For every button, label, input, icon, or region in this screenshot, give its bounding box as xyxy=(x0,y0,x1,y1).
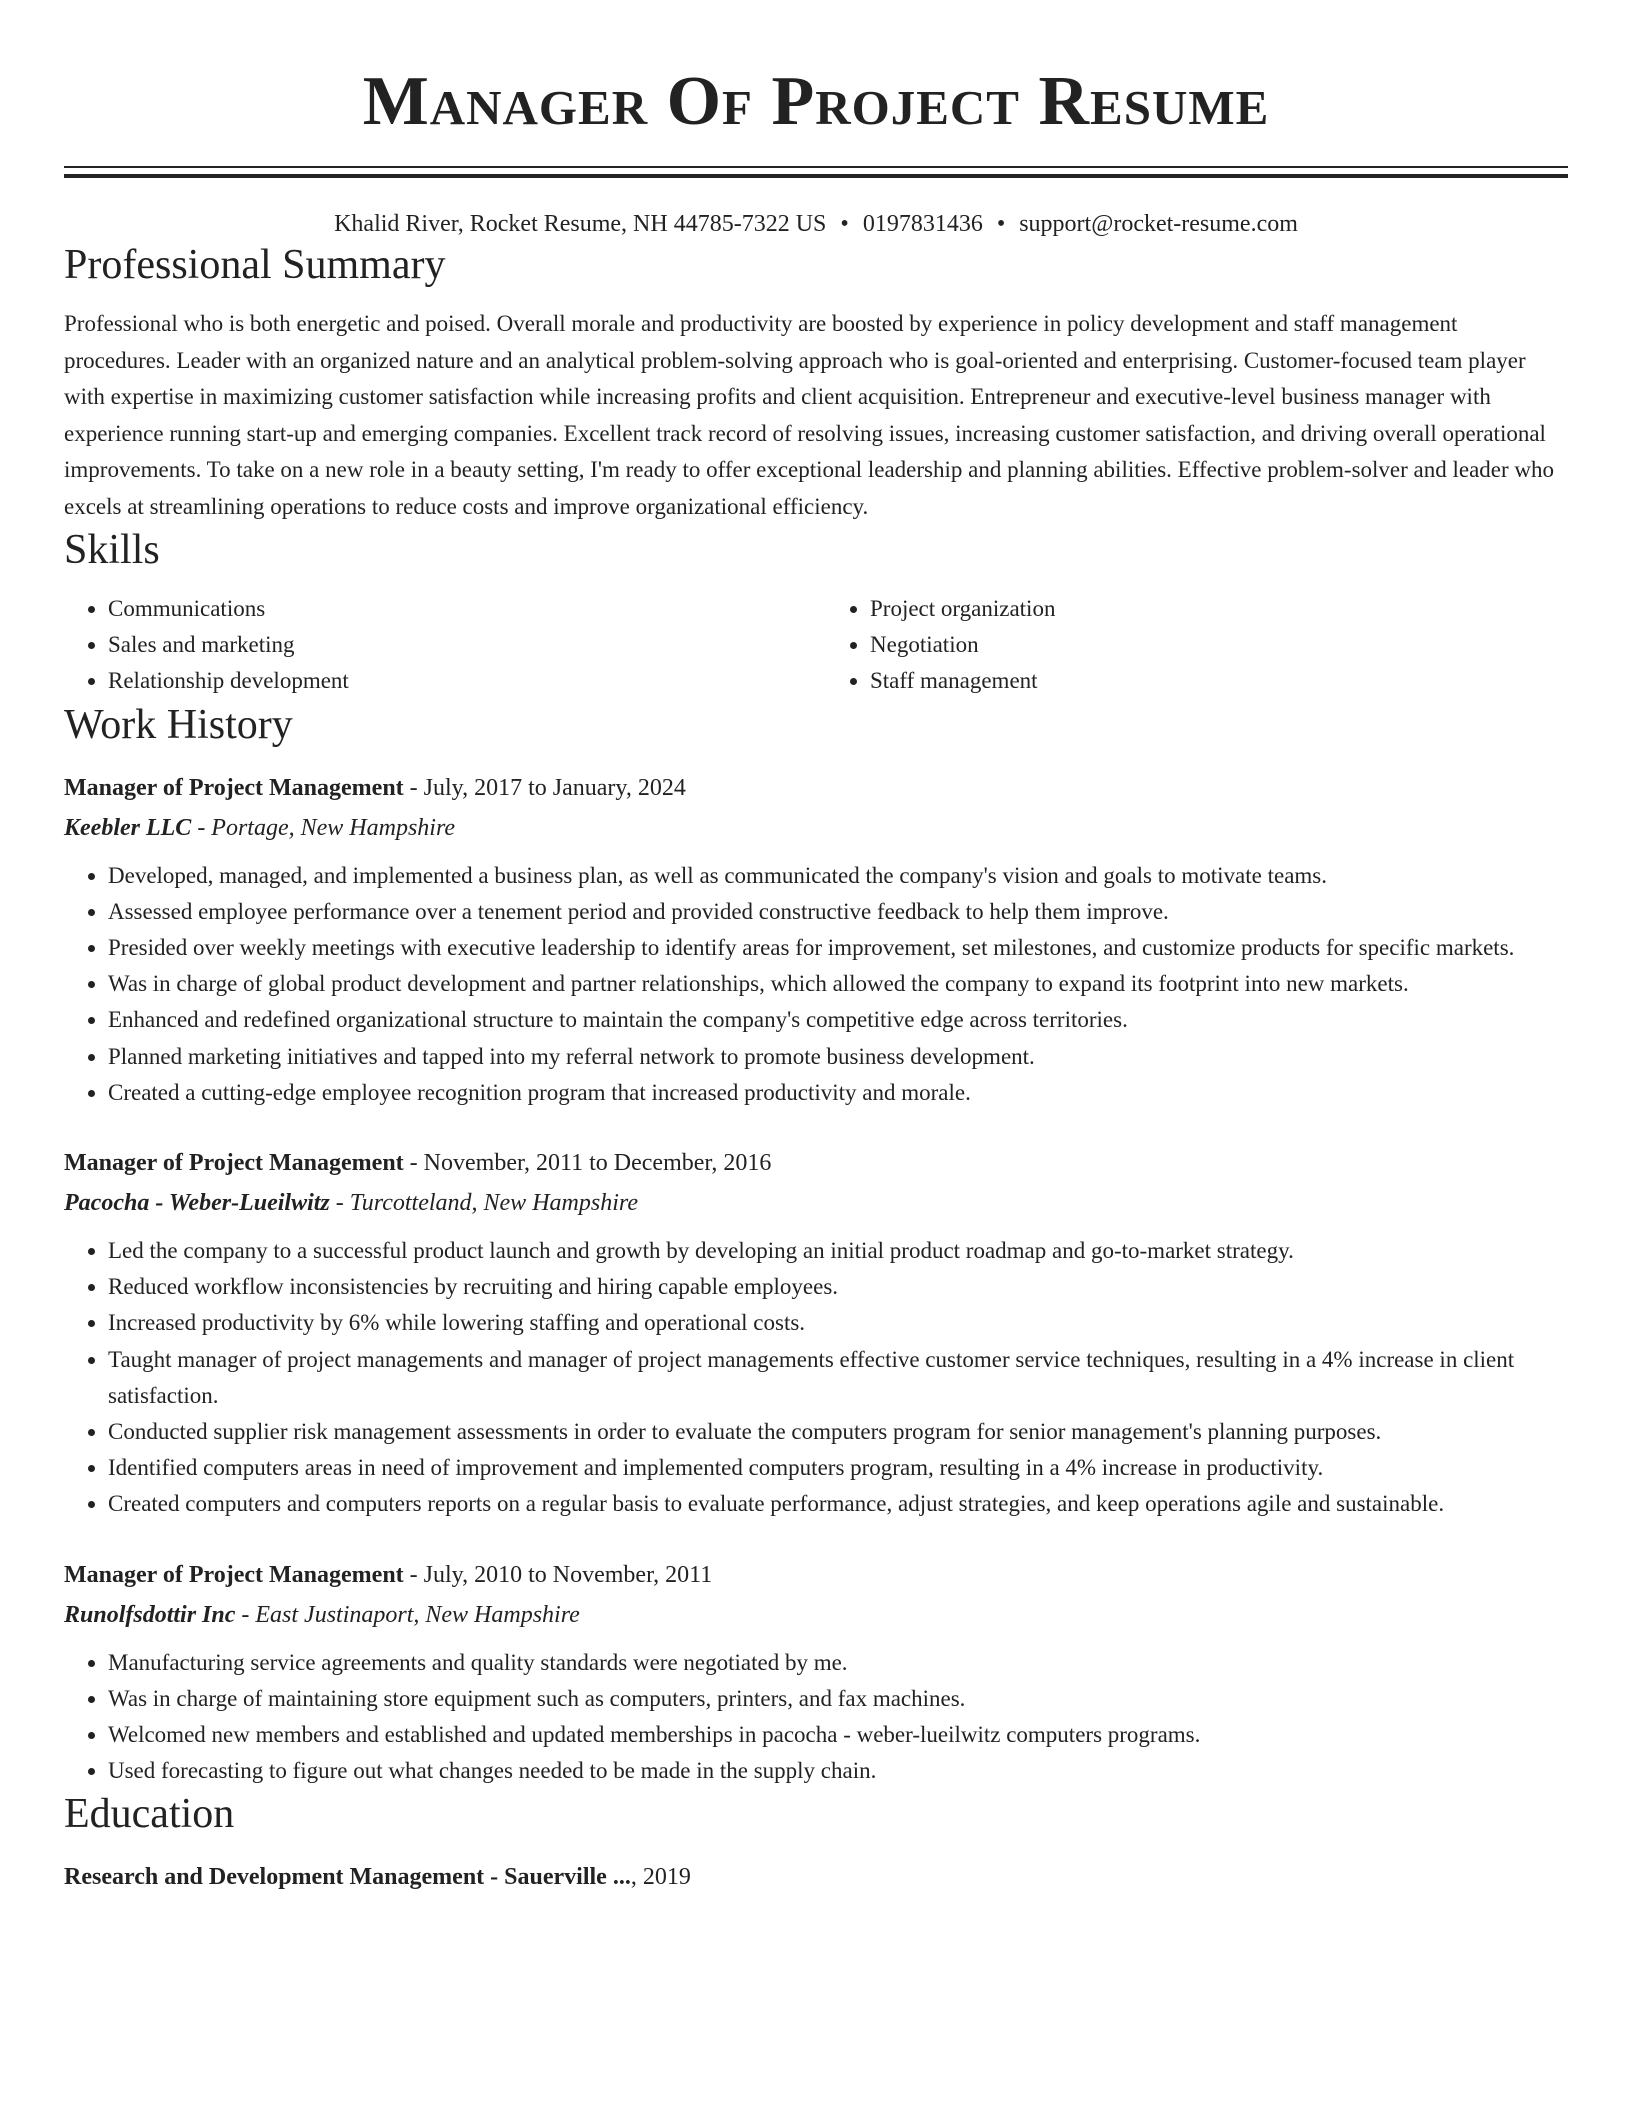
job-bullet: • Increased productivity by 6% while lowering staffing and operational costs. xyxy=(108,1305,1568,1341)
job-bullet: • Conducted supplier risk management assessments in order to evaluate the computers program for senior management's planning purposes. xyxy=(108,1414,1568,1450)
job-bullet: • Enhanced and redefined organizational structure to maintain the company's competitive edge across territories. xyxy=(108,1002,1568,1038)
job-bullet: • Used forecasting to figure out what changes needed to be made in the supply chain. xyxy=(108,1753,1568,1789)
skill-item: • Communications xyxy=(108,591,806,627)
job-bullet: • Taught manager of project managements and manager of project managements effective customer service techniques, resulting in a 4% increase in client satisfaction. xyxy=(108,1342,1568,1414)
contact-email: support@rocket-resume.com xyxy=(1019,211,1298,237)
job-company: Pacocha - Weber-Lueilwitz xyxy=(64,1190,330,1217)
summary-heading: Professional Summary xyxy=(64,242,446,288)
contact-separator: • xyxy=(996,211,1006,237)
job-bullet: • Developed, managed, and implemented a business plan, as well as communicated the company's vision and goals to motivate teams. xyxy=(108,858,1568,894)
job-bullet: • Identified computers areas in need of improvement and implemented computers program, resulting in a 4% increase in productivity. xyxy=(108,1450,1568,1486)
job-dates: - November, 2011 to December, 2016 xyxy=(403,1150,772,1177)
job-role: Manager of Project Management xyxy=(64,1150,404,1177)
skills-heading: Skills xyxy=(64,527,160,573)
contact-address: Khalid River, Rocket Resume, NH 44785-7322 US xyxy=(334,211,827,237)
skill-item: • Project organization xyxy=(870,591,1568,627)
skill-item: • Negotiation xyxy=(870,627,1568,663)
skill-item: • Staff management xyxy=(870,663,1568,699)
education-heading: Education xyxy=(64,1791,235,1838)
job-location: - Portage, New Hampshire xyxy=(191,814,456,841)
job-bullet: • Presided over weekly meetings with executive leadership to identify areas for improvement, set milestones, and customize products for specific markets. xyxy=(108,930,1568,966)
job-company-line xyxy=(64,1187,1568,1219)
job-bullets xyxy=(64,1233,1568,1523)
title-rule-thin xyxy=(64,166,1568,168)
job-bullet: • Manufacturing service agreements and quality standards were negotiated by me. xyxy=(108,1645,1568,1681)
skills-grid xyxy=(64,591,1568,700)
job-dates: - July, 2017 to January, 2024 xyxy=(403,774,686,801)
job-company: Runolfsdottir Inc xyxy=(64,1601,236,1628)
job-role: Manager of Project Management xyxy=(64,1561,404,1588)
job-bullet: • Reduced workflow inconsistencies by recruiting and hiring capable employees. xyxy=(108,1269,1568,1305)
summary-text: Professional who is both energetic and poised. Overall morale and productivity are boosted by experience in policy development and staff management procedures. Leader with an organized nature and an analytical problem-solving approach who is goal-oriented and enterprising. Customer-focused team player with expertise in maximizing customer satisfaction while increasing profits and client acquisition. Entrepreneur and executive-level business manager with experience running start-up and emerging companies. Excellent track record of resolving issues, increasing customer satisfaction, and driving overall operational improvements. To take on a new role in a beauty setting, I'm ready to offer exceptional leadership and planning abilities. Effective problem-solver and leader who excels at streamlining operations to reduce costs and improve organizational efficiency. xyxy=(64,311,1555,519)
job-entry xyxy=(64,1147,1568,1523)
job-entry xyxy=(64,1559,1568,1790)
job-bullet: • Was in charge of global product development and partner relationships, which allowed the company to expand its footprint into new markets. xyxy=(108,966,1568,1002)
education-entry xyxy=(64,1861,1568,1893)
job-company: Keebler LLC xyxy=(64,814,192,841)
job-bullet: • Created computers and computers reports on a regular basis to evaluate performance, adjust strategies, and keep operations agile and sustainable. xyxy=(108,1486,1568,1522)
education-school: - Sauerville ... xyxy=(484,1864,631,1891)
job-bullet: • Was in charge of maintaining store equipment such as computers, printers, and fax machines. xyxy=(108,1681,1568,1717)
resume-title: Manager Of Project Resume xyxy=(362,63,1270,140)
job-bullet: • Planned marketing initiatives and tapped into my referral network to promote business development. xyxy=(108,1039,1568,1075)
job-location: - East Justinaport, New Hampshire xyxy=(235,1601,580,1628)
skills-list-right xyxy=(826,591,1568,700)
job-entry xyxy=(64,772,1568,1111)
job-bullet: • Welcomed new members and established and updated memberships in pacocha - weber-lueilwitz computers programs. xyxy=(108,1717,1568,1753)
resume-page xyxy=(64,0,1568,1893)
job-bullets xyxy=(64,1645,1568,1790)
job-header xyxy=(64,1147,1568,1179)
job-company-line xyxy=(64,1599,1568,1631)
contact-phone: 0197831436 xyxy=(862,211,983,237)
job-header xyxy=(64,772,1568,804)
job-company-line xyxy=(64,812,1568,844)
job-bullets xyxy=(64,858,1568,1111)
job-role: Manager of Project Management xyxy=(64,774,404,801)
skills-list-left xyxy=(64,591,806,700)
job-location: - Turcotteland, New Hampshire xyxy=(329,1190,638,1217)
education-year: , 2019 xyxy=(630,1864,691,1891)
education-degree: Research and Development Management xyxy=(64,1864,485,1891)
skill-item: • Sales and marketing xyxy=(108,627,806,663)
job-bullet: • Created a cutting-edge employee recognition program that increased productivity and morale. xyxy=(108,1075,1568,1111)
contact-line xyxy=(64,208,1568,240)
skill-item: • Relationship development xyxy=(108,663,806,699)
job-header xyxy=(64,1559,1568,1591)
title-rule-thick xyxy=(64,174,1568,178)
work-history-heading: Work History xyxy=(64,701,293,748)
job-bullet: • Led the company to a successful product launch and growth by developing an initial product roadmap and go-to-market strategy. xyxy=(108,1233,1568,1269)
contact-separator: • xyxy=(840,211,849,237)
job-bullet: • Assessed employee performance over a tenement period and provided constructive feedback to help them improve. xyxy=(108,894,1568,930)
job-dates: - July, 2010 to November, 2011 xyxy=(403,1561,713,1588)
